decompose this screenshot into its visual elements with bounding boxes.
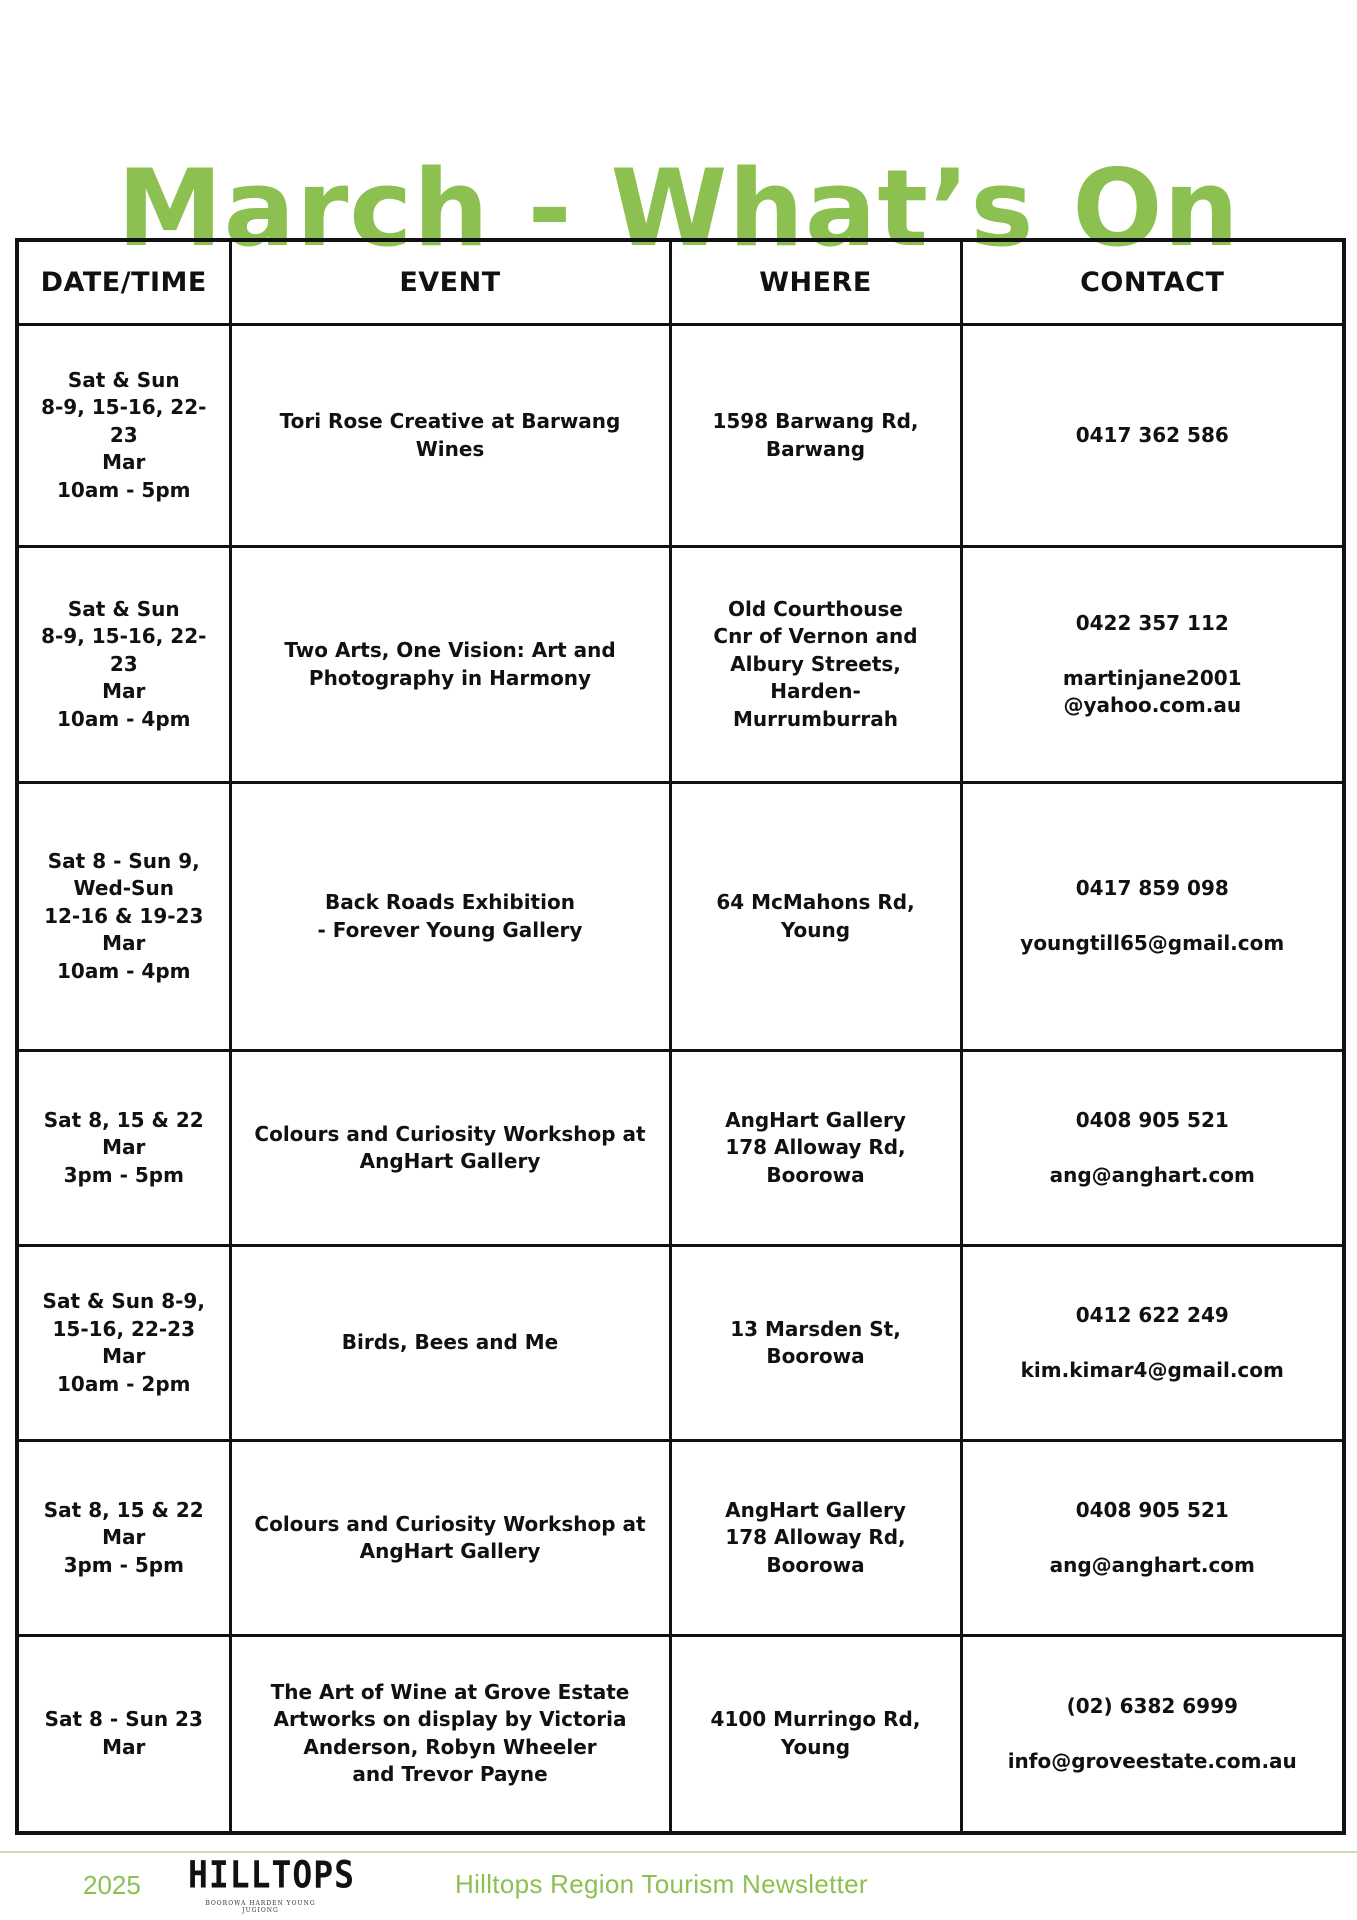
header-event: EVENT bbox=[230, 240, 670, 325]
table-row bbox=[17, 1246, 1344, 1441]
table-row bbox=[17, 547, 1344, 783]
date-time-cell: Sat 8 - Sun 23 Mar bbox=[17, 1636, 230, 1833]
event-cell: Tori Rose Creative at Barwang Wines bbox=[230, 325, 670, 547]
date-time-cell: Sat & Sun 8-9, 15-16, 22-23 Mar 10am - 4pm bbox=[17, 547, 230, 783]
logo-wordmark: HILLTOPS bbox=[188, 1852, 355, 1897]
logo-towns: BOOROWA HARDEN YOUNG JUGIONG bbox=[205, 1900, 316, 1914]
contact-cell: 0417 362 586 bbox=[961, 325, 1344, 547]
footer-year: 2025 bbox=[83, 1870, 141, 1900]
contact-cell: 0412 622 249 kim.kimar4@gmail.com bbox=[961, 1246, 1344, 1441]
event-cell: Birds, Bees and Me bbox=[230, 1246, 670, 1441]
where-cell: 64 McMahons Rd, Young bbox=[670, 783, 961, 1051]
where-cell: 13 Marsden St, Boorowa bbox=[670, 1246, 961, 1441]
date-time-cell: Sat & Sun 8-9, 15-16, 22-23 Mar 10am - 5pm bbox=[17, 325, 230, 547]
header-where: WHERE bbox=[670, 240, 961, 325]
contact-cell: (02) 6382 6999 info@groveestate.com.au bbox=[961, 1636, 1344, 1833]
event-cell: The Art of Wine at Grove Estate Artworks on display by Victoria Anderson, Robyn Wheeler and Trevor Payne bbox=[230, 1636, 670, 1833]
date-time-cell: Sat 8, 15 & 22 Mar 3pm - 5pm bbox=[17, 1441, 230, 1636]
header-date-time: DATE/TIME bbox=[17, 240, 230, 325]
table-header-row bbox=[17, 240, 1344, 325]
where-cell: AngHart Gallery 178 Alloway Rd, Boorowa bbox=[670, 1441, 961, 1636]
header-contact: CONTACT bbox=[961, 240, 1344, 325]
events-table bbox=[15, 238, 1346, 1835]
where-cell: 4100 Murringo Rd, Young bbox=[670, 1636, 961, 1833]
table-row bbox=[17, 1441, 1344, 1636]
hilltops-logo bbox=[188, 1852, 355, 1914]
table-row bbox=[17, 783, 1344, 1051]
event-cell: Colours and Curiosity Workshop at AngHart Gallery bbox=[230, 1441, 670, 1636]
table-row bbox=[17, 325, 1344, 547]
page-title: March - What’s On bbox=[117, 147, 1240, 271]
event-cell: Two Arts, One Vision: Art and Photography in Harmony bbox=[230, 547, 670, 783]
contact-cell: 0422 357 112 martinjane2001 @yahoo.com.au bbox=[961, 547, 1344, 783]
table-row bbox=[17, 1636, 1344, 1833]
date-time-cell: Sat 8, 15 & 22 Mar 3pm - 5pm bbox=[17, 1051, 230, 1246]
table-row bbox=[17, 1051, 1344, 1246]
contact-cell: 0408 905 521 ang@anghart.com bbox=[961, 1051, 1344, 1246]
where-cell: Old Courthouse Cnr of Vernon and Albury Streets, Harden- Murrumburrah bbox=[670, 547, 961, 783]
event-cell: Back Roads Exhibition - Forever Young Gallery bbox=[230, 783, 670, 1051]
where-cell: 1598 Barwang Rd, Barwang bbox=[670, 325, 961, 547]
date-time-cell: Sat 8 - Sun 9, Wed-Sun 12-16 & 19-23 Mar 10am - 4pm bbox=[17, 783, 230, 1051]
contact-cell: 0408 905 521 ang@anghart.com bbox=[961, 1441, 1344, 1636]
where-cell: AngHart Gallery 178 Alloway Rd, Boorowa bbox=[670, 1051, 961, 1246]
event-cell: Colours and Curiosity Workshop at AngHart Gallery bbox=[230, 1051, 670, 1246]
newsletter-title: Hilltops Region Tourism Newsletter bbox=[455, 1869, 868, 1899]
contact-cell: 0417 859 098 youngtill65@gmail.com bbox=[961, 783, 1344, 1051]
date-time-cell: Sat & Sun 8-9, 15-16, 22-23 Mar 10am - 2pm bbox=[17, 1246, 230, 1441]
